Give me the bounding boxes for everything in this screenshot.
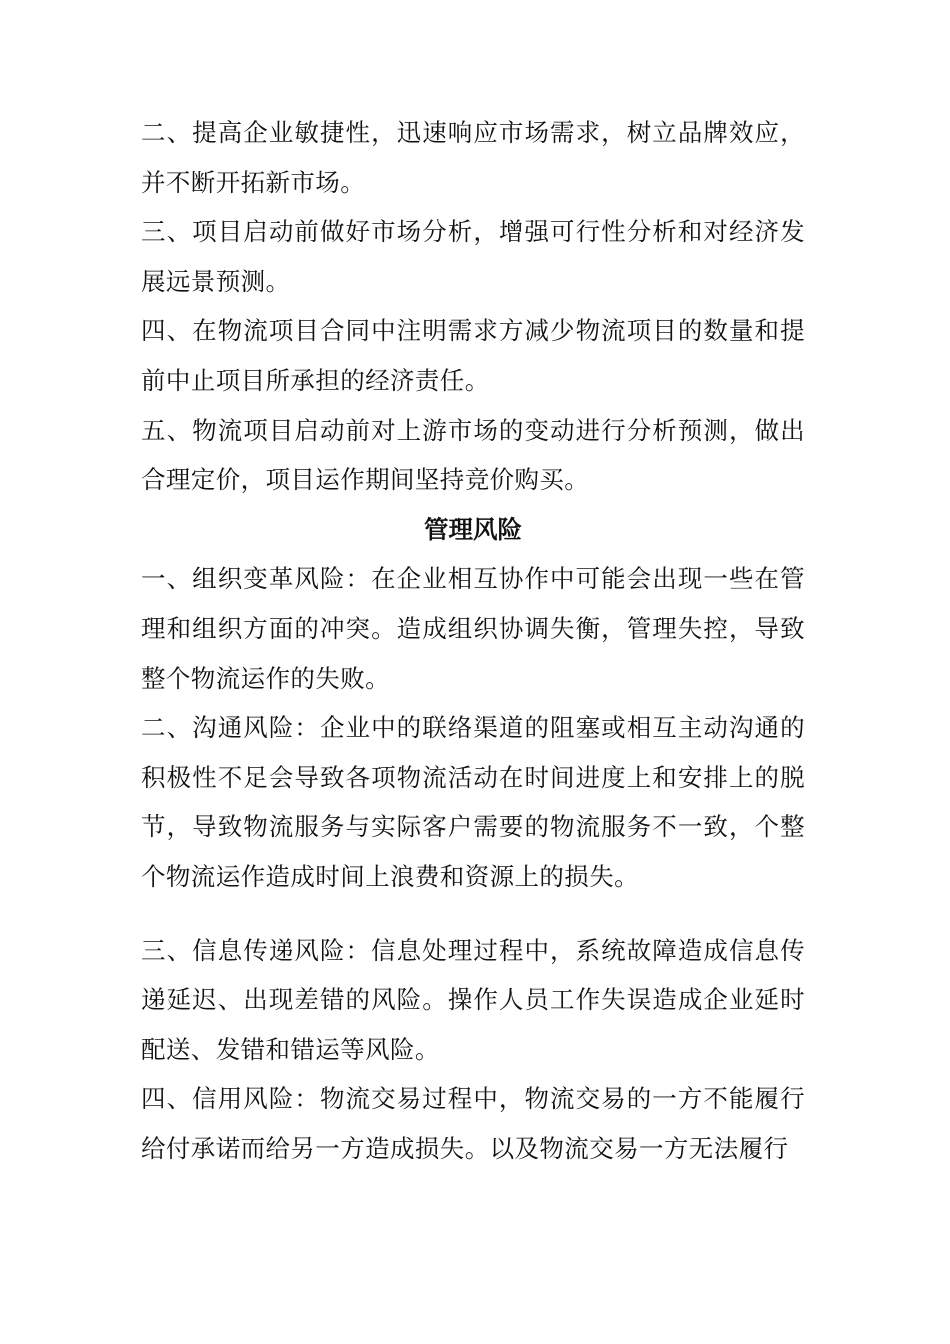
paragraph-organizational-risk: 一、组织变革风险：在企业相互协作中可能会出现一些在管理和组织方面的冲突。造成组织协调失衡，管理失控，导致整个物流运作的失败。	[141, 564, 805, 693]
paragraph-enhance-agility: 二、提高企业敏捷性，迅速响应市场需求，树立品牌效应，并不断开拓新市场。	[141, 118, 805, 197]
paragraph-gap	[141, 902, 805, 926]
paragraph-credit-risk: 四、信用风险：物流交易过程中，物流交易的一方不能履行给付承诺而给另一方造成损失。以及物流交易一方无法履行	[141, 1084, 805, 1163]
paragraph-market-analysis: 三、项目启动前做好市场分析，增强可行性分析和对经济发展远景预测。	[141, 217, 805, 296]
paragraph-contract-terms: 四、在物流项目合同中注明需求方减少物流项目的数量和提前中止项目所承担的经济责任。	[141, 316, 805, 395]
paragraph-communication-risk: 二、沟通风险：企业中的联络渠道的阻塞或相互主动沟通的积极性不足会导致各项物流活动在时间进度上和安排上的脱节，导致物流服务与实际客户需要的物流服务不一致，个整个物流运作造成时间上浪费和资源上的损失。	[141, 713, 805, 891]
paragraph-information-risk: 三、信息传递风险：信息处理过程中，系统故障造成信息传递延迟、出现差错的风险。操作人员工作失误造成企业延时配送、发错和错运等风险。	[141, 935, 805, 1064]
paragraph-pricing-forecast: 五、物流项目启动前对上游市场的变动进行分析预测，做出合理定价，项目运作期间坚持竞价购买。	[141, 415, 805, 495]
section-heading-management-risk: 管理风险	[424, 514, 522, 544]
